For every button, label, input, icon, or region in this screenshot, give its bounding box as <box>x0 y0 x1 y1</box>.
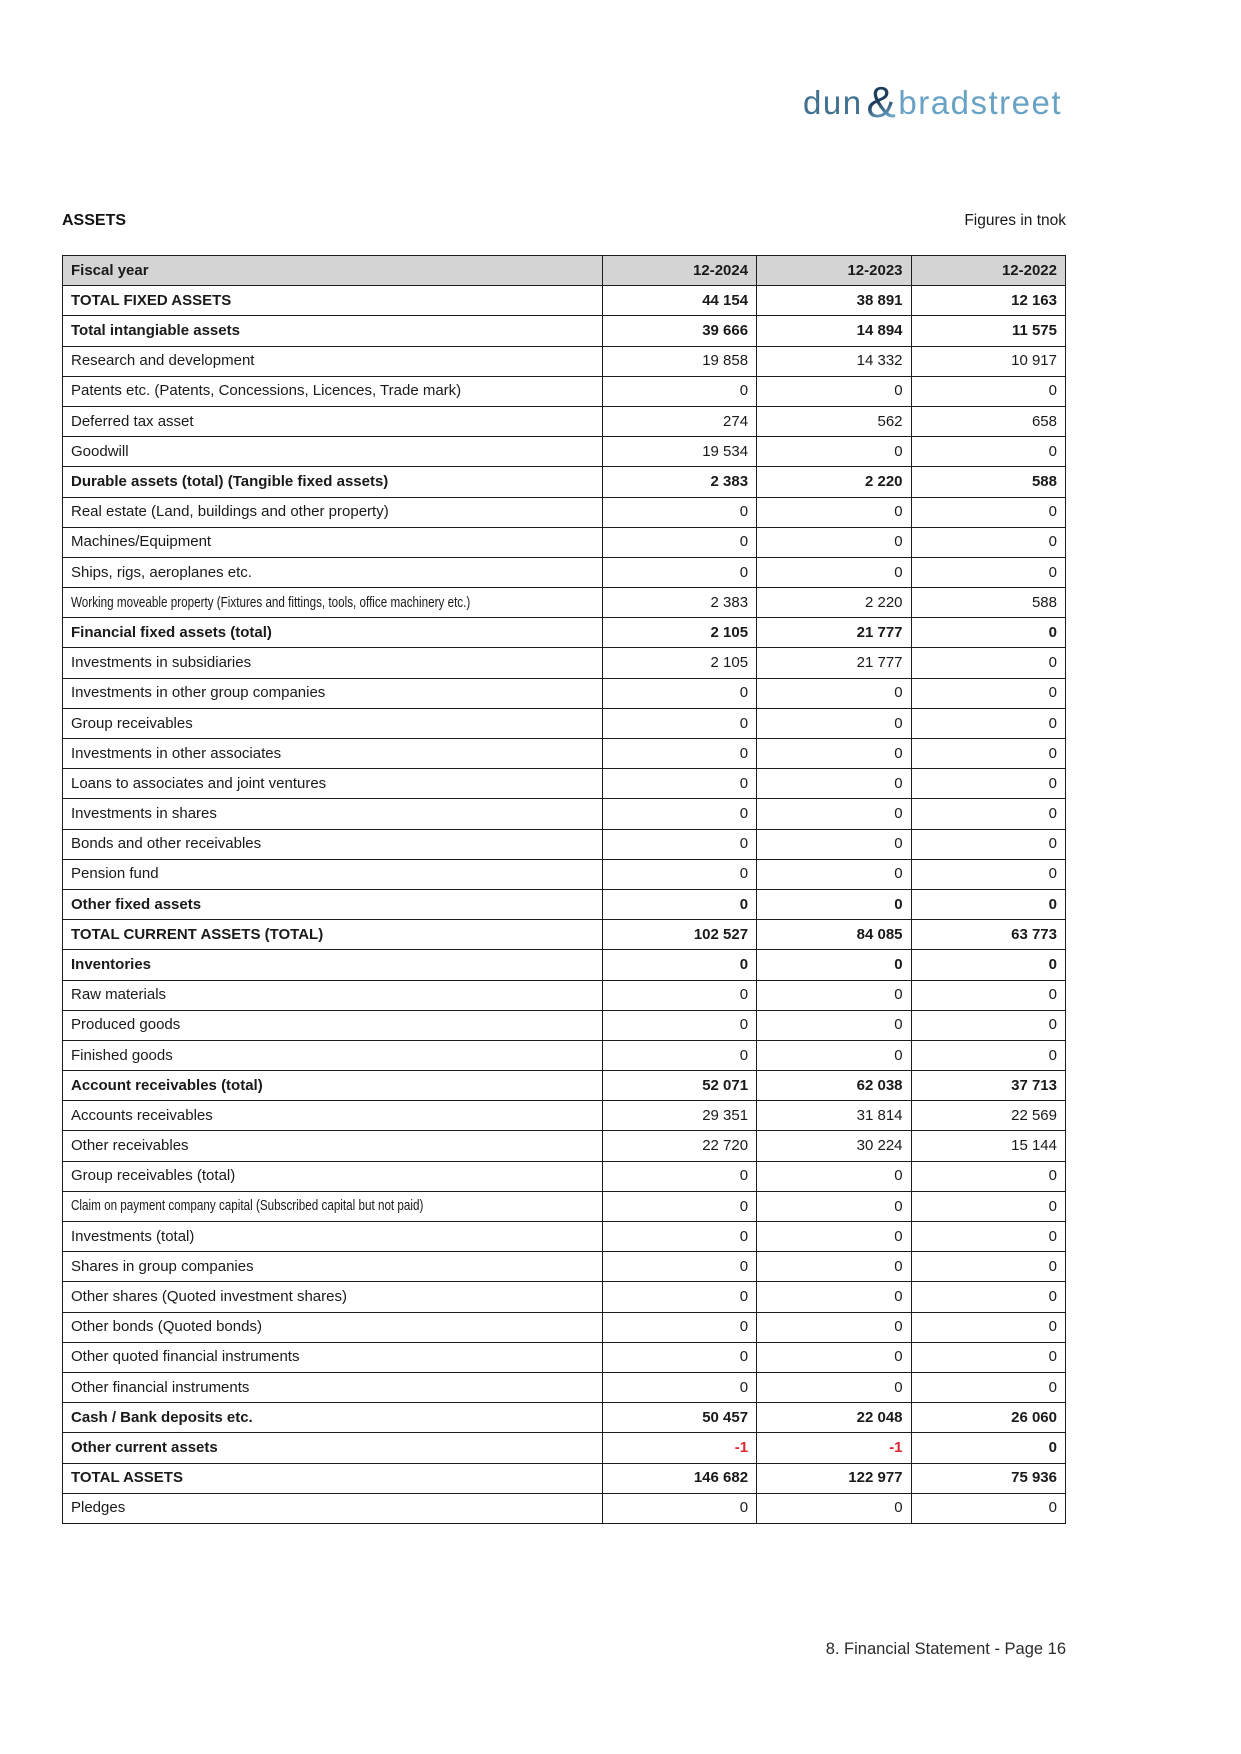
row-value: 0 <box>602 980 756 1010</box>
row-value: 0 <box>911 376 1065 406</box>
row-value: 0 <box>911 1191 1065 1221</box>
table-row <box>63 708 1066 738</box>
row-value: 0 <box>602 769 756 799</box>
table-row <box>63 588 1066 618</box>
row-value: 0 <box>911 859 1065 889</box>
row-value: 0 <box>602 1191 756 1221</box>
page-footer: 8. Financial Statement - Page 16 <box>825 1640 1066 1658</box>
table-row <box>63 1312 1066 1342</box>
row-value: 0 <box>757 889 911 919</box>
row-label: Durable assets (total) (Tangible fixed assets) <box>63 467 603 497</box>
row-label: Working moveable property (Fixtures and fittings, tools, office machinery etc.) <box>63 588 603 618</box>
table-row <box>63 950 1066 980</box>
row-value: 0 <box>911 1161 1065 1191</box>
row-value: 0 <box>602 889 756 919</box>
fiscal-year-header: Fiscal year <box>63 256 603 286</box>
row-value: -1 <box>602 1433 756 1463</box>
row-value: 0 <box>602 739 756 769</box>
row-value: 19 858 <box>602 346 756 376</box>
row-value: 0 <box>757 980 911 1010</box>
row-value: 15 144 <box>911 1131 1065 1161</box>
row-value: 0 <box>602 1312 756 1342</box>
row-label: Other bonds (Quoted bonds) <box>63 1312 603 1342</box>
row-label: Pension fund <box>63 859 603 889</box>
row-value: 10 917 <box>911 346 1065 376</box>
assets-table-container <box>62 255 1066 1524</box>
row-value: 0 <box>911 1252 1065 1282</box>
table-row <box>63 739 1066 769</box>
column-header-12-2024: 12-2024 <box>602 256 756 286</box>
row-value: 22 720 <box>602 1131 756 1161</box>
table-row <box>63 557 1066 587</box>
row-label: Ships, rigs, aeroplanes etc. <box>63 557 603 587</box>
row-value: 29 351 <box>602 1101 756 1131</box>
row-value: 102 527 <box>602 920 756 950</box>
row-label: Machines/Equipment <box>63 527 603 557</box>
row-value: 30 224 <box>757 1131 911 1161</box>
row-value: 84 085 <box>757 920 911 950</box>
row-value: 0 <box>757 527 911 557</box>
row-value: 19 534 <box>602 437 756 467</box>
row-label: Other receivables <box>63 1131 603 1161</box>
table-row <box>63 1161 1066 1191</box>
row-value: 0 <box>602 1342 756 1372</box>
row-label: Accounts receivables <box>63 1101 603 1131</box>
row-value: 0 <box>757 1312 911 1342</box>
row-value: 0 <box>757 829 911 859</box>
row-value: 0 <box>757 1252 911 1282</box>
row-value: 0 <box>602 950 756 980</box>
row-value: 0 <box>911 648 1065 678</box>
row-value: 0 <box>602 1040 756 1070</box>
row-value: 588 <box>911 467 1065 497</box>
row-value: 0 <box>602 376 756 406</box>
row-value: 0 <box>911 557 1065 587</box>
row-label: Claim on payment company capital (Subscribed capital but not paid) <box>63 1191 603 1221</box>
row-value: 26 060 <box>911 1403 1065 1433</box>
row-value: 0 <box>757 1191 911 1221</box>
row-value: 0 <box>911 1282 1065 1312</box>
row-value: 0 <box>602 1372 756 1402</box>
row-value: 63 773 <box>911 920 1065 950</box>
row-value: 0 <box>911 437 1065 467</box>
dun-bradstreet-logo <box>802 78 1062 127</box>
row-value: 0 <box>911 1493 1065 1523</box>
row-value: 44 154 <box>602 286 756 316</box>
row-value: 39 666 <box>602 316 756 346</box>
row-value: 0 <box>911 739 1065 769</box>
row-value: 0 <box>602 1161 756 1191</box>
row-value: 0 <box>911 1342 1065 1372</box>
row-value: 31 814 <box>757 1101 911 1131</box>
row-label: Investments in other group companies <box>63 678 603 708</box>
row-value: 274 <box>602 406 756 436</box>
row-value: 2 383 <box>602 588 756 618</box>
row-value: 0 <box>602 1252 756 1282</box>
row-label: Investments (total) <box>63 1222 603 1252</box>
row-value: 14 894 <box>757 316 911 346</box>
table-row <box>63 1071 1066 1101</box>
row-value: 0 <box>911 889 1065 919</box>
row-value: 52 071 <box>602 1071 756 1101</box>
row-label: Inventories <box>63 950 603 980</box>
row-value: 11 575 <box>911 316 1065 346</box>
table-row <box>63 1040 1066 1070</box>
row-value: 0 <box>911 497 1065 527</box>
table-row <box>63 829 1066 859</box>
row-value: 146 682 <box>602 1463 756 1493</box>
table-row <box>63 1433 1066 1463</box>
table-row <box>63 1282 1066 1312</box>
table-row <box>63 406 1066 436</box>
row-value: 2 220 <box>757 588 911 618</box>
row-label: Other quoted financial instruments <box>63 1342 603 1372</box>
row-value: 50 457 <box>602 1403 756 1433</box>
row-value: 0 <box>602 527 756 557</box>
table-row <box>63 678 1066 708</box>
row-value: 37 713 <box>911 1071 1065 1101</box>
row-value: 0 <box>757 1222 911 1252</box>
row-label: Other financial instruments <box>63 1372 603 1402</box>
row-value: 0 <box>757 1342 911 1372</box>
logo-text-bradstreet: bradstreet <box>898 84 1062 121</box>
table-row <box>63 316 1066 346</box>
row-value: 21 777 <box>757 648 911 678</box>
row-value: 0 <box>602 829 756 859</box>
row-value: 0 <box>911 1222 1065 1252</box>
row-label: Research and development <box>63 346 603 376</box>
row-value: 562 <box>757 406 911 436</box>
row-label: Investments in shares <box>63 799 603 829</box>
row-label: Cash / Bank deposits etc. <box>63 1403 603 1433</box>
row-value: 0 <box>911 527 1065 557</box>
row-value: 0 <box>602 1222 756 1252</box>
row-value: 0 <box>757 739 911 769</box>
figures-unit-note: Figures in tnok <box>964 212 1066 229</box>
row-value: 38 891 <box>757 286 911 316</box>
row-value: 0 <box>911 829 1065 859</box>
table-row <box>63 920 1066 950</box>
row-value: 122 977 <box>757 1463 911 1493</box>
row-label: Finished goods <box>63 1040 603 1070</box>
row-value: 0 <box>911 1433 1065 1463</box>
row-value: 0 <box>757 376 911 406</box>
row-value: 14 332 <box>757 346 911 376</box>
row-value: 0 <box>911 618 1065 648</box>
table-row <box>63 437 1066 467</box>
row-value: 0 <box>911 950 1065 980</box>
row-label: Raw materials <box>63 980 603 1010</box>
table-row <box>63 1010 1066 1040</box>
table-row <box>63 1372 1066 1402</box>
row-value: 0 <box>911 980 1065 1010</box>
row-value: -1 <box>757 1433 911 1463</box>
row-label: Other fixed assets <box>63 889 603 919</box>
logo-ampersand-icon: & <box>866 78 898 127</box>
table-row <box>63 376 1066 406</box>
row-label: Patents etc. (Patents, Concessions, Licences, Trade mark) <box>63 376 603 406</box>
table-row <box>63 286 1066 316</box>
row-value: 2 383 <box>602 467 756 497</box>
table-row <box>63 859 1066 889</box>
table-row <box>63 1463 1066 1493</box>
row-value: 0 <box>757 437 911 467</box>
row-value: 658 <box>911 406 1065 436</box>
row-value: 0 <box>757 1040 911 1070</box>
row-value: 0 <box>757 1493 911 1523</box>
table-row <box>63 1222 1066 1252</box>
row-value: 0 <box>757 1372 911 1402</box>
row-label: Investments in other associates <box>63 739 603 769</box>
row-value: 0 <box>757 1010 911 1040</box>
table-row <box>63 618 1066 648</box>
row-value: 0 <box>757 557 911 587</box>
table-row <box>63 980 1066 1010</box>
table-row <box>63 1493 1066 1523</box>
row-label: Pledges <box>63 1493 603 1523</box>
row-value: 0 <box>911 708 1065 738</box>
table-row <box>63 1191 1066 1221</box>
table-row <box>63 527 1066 557</box>
row-value: 0 <box>757 497 911 527</box>
row-value: 0 <box>602 678 756 708</box>
row-value: 0 <box>602 1493 756 1523</box>
table-caption-row <box>62 212 1066 230</box>
row-label: Financial fixed assets (total) <box>63 618 603 648</box>
row-label: Total intangiable assets <box>63 316 603 346</box>
table-row <box>63 497 1066 527</box>
row-value: 0 <box>757 859 911 889</box>
row-value: 0 <box>757 1282 911 1312</box>
row-label: TOTAL FIXED ASSETS <box>63 286 603 316</box>
row-value: 0 <box>602 859 756 889</box>
row-label: Other current assets <box>63 1433 603 1463</box>
logo-text-dun: dun <box>802 84 863 121</box>
assets-table <box>62 255 1066 1524</box>
table-row <box>63 648 1066 678</box>
row-label: Real estate (Land, buildings and other property) <box>63 497 603 527</box>
row-value: 0 <box>757 799 911 829</box>
row-value: 0 <box>602 1282 756 1312</box>
row-value: 0 <box>602 557 756 587</box>
row-label: Goodwill <box>63 437 603 467</box>
row-value: 75 936 <box>911 1463 1065 1493</box>
row-value: 0 <box>602 708 756 738</box>
row-value: 62 038 <box>757 1071 911 1101</box>
row-label: Bonds and other receivables <box>63 829 603 859</box>
assets-title: ASSETS <box>62 212 127 229</box>
row-value: 0 <box>602 497 756 527</box>
row-label: Shares in group companies <box>63 1252 603 1282</box>
row-label: Loans to associates and joint ventures <box>63 769 603 799</box>
column-header-12-2023: 12-2023 <box>757 256 911 286</box>
row-value: 0 <box>757 769 911 799</box>
row-value: 0 <box>911 1040 1065 1070</box>
row-value: 2 220 <box>757 467 911 497</box>
row-value: 12 163 <box>911 286 1065 316</box>
row-label: Group receivables <box>63 708 603 738</box>
row-value: 2 105 <box>602 618 756 648</box>
table-row <box>63 467 1066 497</box>
row-value: 0 <box>911 769 1065 799</box>
table-row <box>63 1342 1066 1372</box>
row-label: Investments in subsidiaries <box>63 648 603 678</box>
row-label: Group receivables (total) <box>63 1161 603 1191</box>
table-row <box>63 346 1066 376</box>
row-value: 0 <box>911 1312 1065 1342</box>
row-value: 0 <box>602 799 756 829</box>
row-value: 2 105 <box>602 648 756 678</box>
row-value: 0 <box>757 678 911 708</box>
row-label: TOTAL CURRENT ASSETS (TOTAL) <box>63 920 603 950</box>
row-value: 0 <box>757 708 911 738</box>
row-label: Other shares (Quoted investment shares) <box>63 1282 603 1312</box>
table-row <box>63 799 1066 829</box>
row-value: 0 <box>911 799 1065 829</box>
row-value: 0 <box>911 678 1065 708</box>
table-row <box>63 1403 1066 1433</box>
table-row <box>63 1101 1066 1131</box>
row-value: 0 <box>911 1372 1065 1402</box>
row-value: 22 048 <box>757 1403 911 1433</box>
row-value: 21 777 <box>757 618 911 648</box>
table-row <box>63 769 1066 799</box>
row-value: 22 569 <box>911 1101 1065 1131</box>
table-row <box>63 889 1066 919</box>
table-header-row <box>63 256 1066 286</box>
table-row <box>63 1252 1066 1282</box>
row-value: 0 <box>757 950 911 980</box>
row-value: 588 <box>911 588 1065 618</box>
row-label: TOTAL ASSETS <box>63 1463 603 1493</box>
row-value: 0 <box>757 1161 911 1191</box>
row-value: 0 <box>602 1010 756 1040</box>
row-label: Produced goods <box>63 1010 603 1040</box>
table-row <box>63 1131 1066 1161</box>
row-label: Deferred tax asset <box>63 406 603 436</box>
row-value: 0 <box>911 1010 1065 1040</box>
row-label: Account receivables (total) <box>63 1071 603 1101</box>
column-header-12-2022: 12-2022 <box>911 256 1065 286</box>
